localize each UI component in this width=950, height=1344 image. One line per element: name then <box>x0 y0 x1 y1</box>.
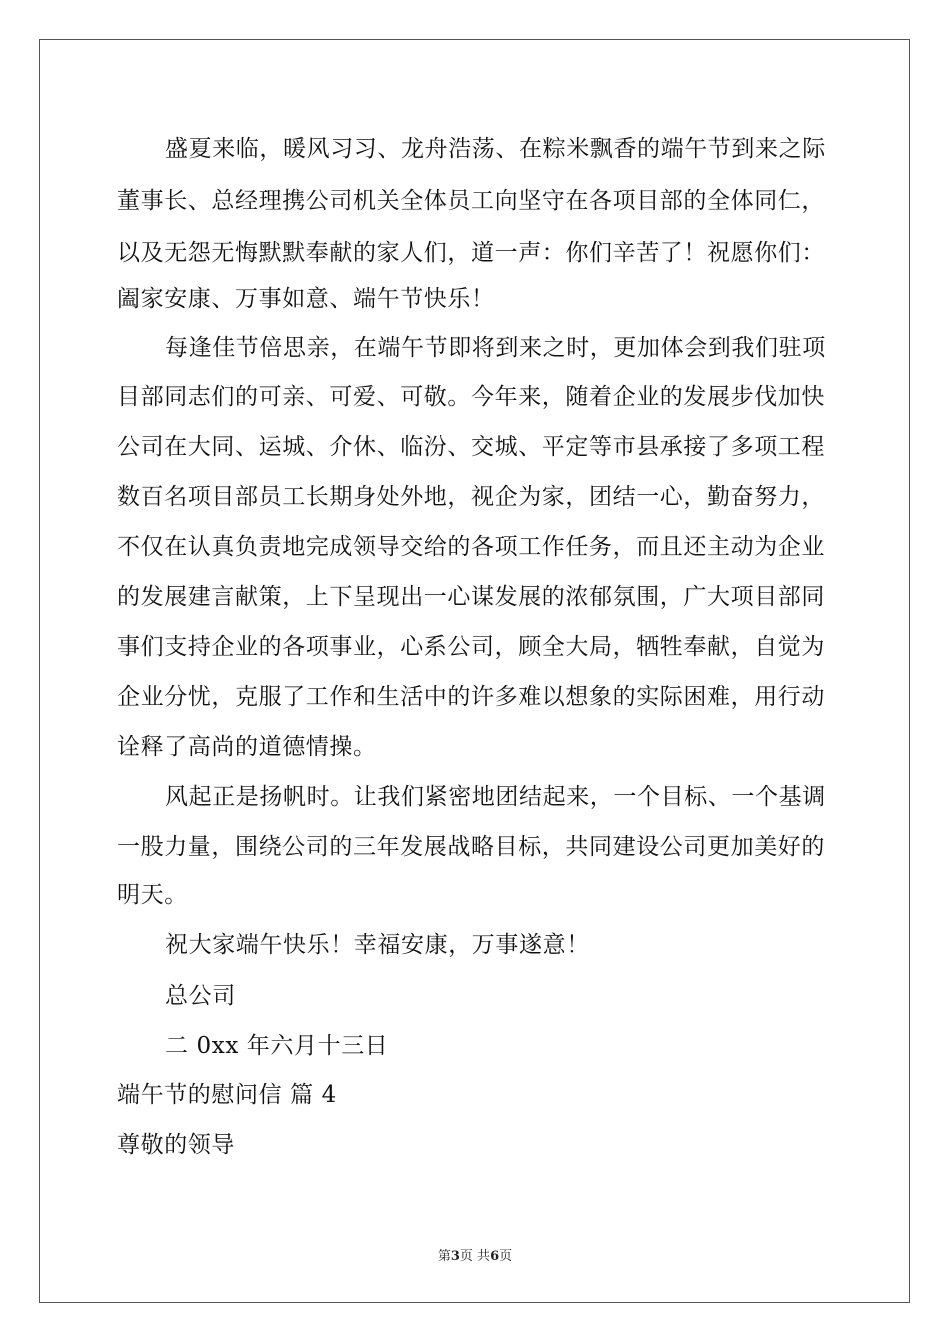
footer-mid: 页 共 <box>459 1249 491 1264</box>
paragraph-1-line-1: 盛夏来临，暖风习习、龙舟浩荡、在粽米飘香的端午节到来之际 <box>165 136 826 162</box>
paragraph-2-line-6: 的发展建言献策，上下呈现出一心谋发展的浓郁氛围，广大项目部同 <box>117 584 825 610</box>
paragraph-2-line-5: 不仅在认真负责地完成领导交给的各项工作任务，而且还主动为企业 <box>117 534 825 560</box>
paragraph-3-line-1: 风起正是扬帆时。让我们紧密地团结起来，一个目标、一个基调 <box>165 784 826 810</box>
page-footer <box>0 1248 950 1266</box>
paragraph-1-line-3: 以及无怨无悔默默奉献的家人们，道一声：你们辛苦了！祝愿你们： <box>117 240 825 266</box>
paragraph-2-line-9: 诠释了高尚的道德情操。 <box>117 734 377 760</box>
paragraph-1-line-4: 阖家安康、万事如意、端午节快乐！ <box>117 286 495 312</box>
signature: 总公司 <box>165 983 236 1009</box>
date: 二 0xx 年六月十三日 <box>165 1033 389 1059</box>
footer-prefix: 第 <box>437 1249 451 1264</box>
section-title: 端午节的慰问信 篇 4 <box>117 1082 337 1108</box>
paragraph-2-line-1: 每逢佳节倍思亲，在端午节即将到来之时，更加体会到我们驻项 <box>165 335 826 361</box>
paragraph-2-line-4: 数百名项目部员工长期身处外地，视企为家，团结一心，勤奋努力， <box>117 484 825 510</box>
current-page-number: 3 <box>450 1249 460 1264</box>
total-page-number: 6 <box>490 1249 500 1264</box>
page-border <box>39 39 910 1303</box>
paragraph-2-line-3: 公司在大同、运城、介休、临汾、交城、平定等市县承接了多项工程 <box>117 434 825 460</box>
closing-wishes: 祝大家端午快乐！幸福安康，万事遂意！ <box>165 932 590 958</box>
paragraph-1-line-2: 董事长、总经理携公司机关全体员工向坚守在各项目部的全体同仁， <box>117 188 825 214</box>
salutation: 尊敬的领导 <box>117 1132 235 1158</box>
footer-suffix: 页 <box>499 1249 513 1264</box>
paragraph-2-line-8: 企业分忧，克服了工作和生活中的许多难以想象的实际困难，用行动 <box>117 684 825 710</box>
paragraph-3-line-2: 一股力量，围绕公司的三年发展战略目标，共同建设公司更加美好的 <box>117 834 825 860</box>
paragraph-2-line-2: 目部同志们的可亲、可爱、可敬。今年来，随着企业的发展步伐加快 <box>117 384 825 410</box>
paragraph-3-line-3: 明天。 <box>117 882 188 908</box>
paragraph-2-line-7: 事们支持企业的各项事业，心系公司，顾全大局，牺牲奉献，自觉为 <box>117 634 825 660</box>
